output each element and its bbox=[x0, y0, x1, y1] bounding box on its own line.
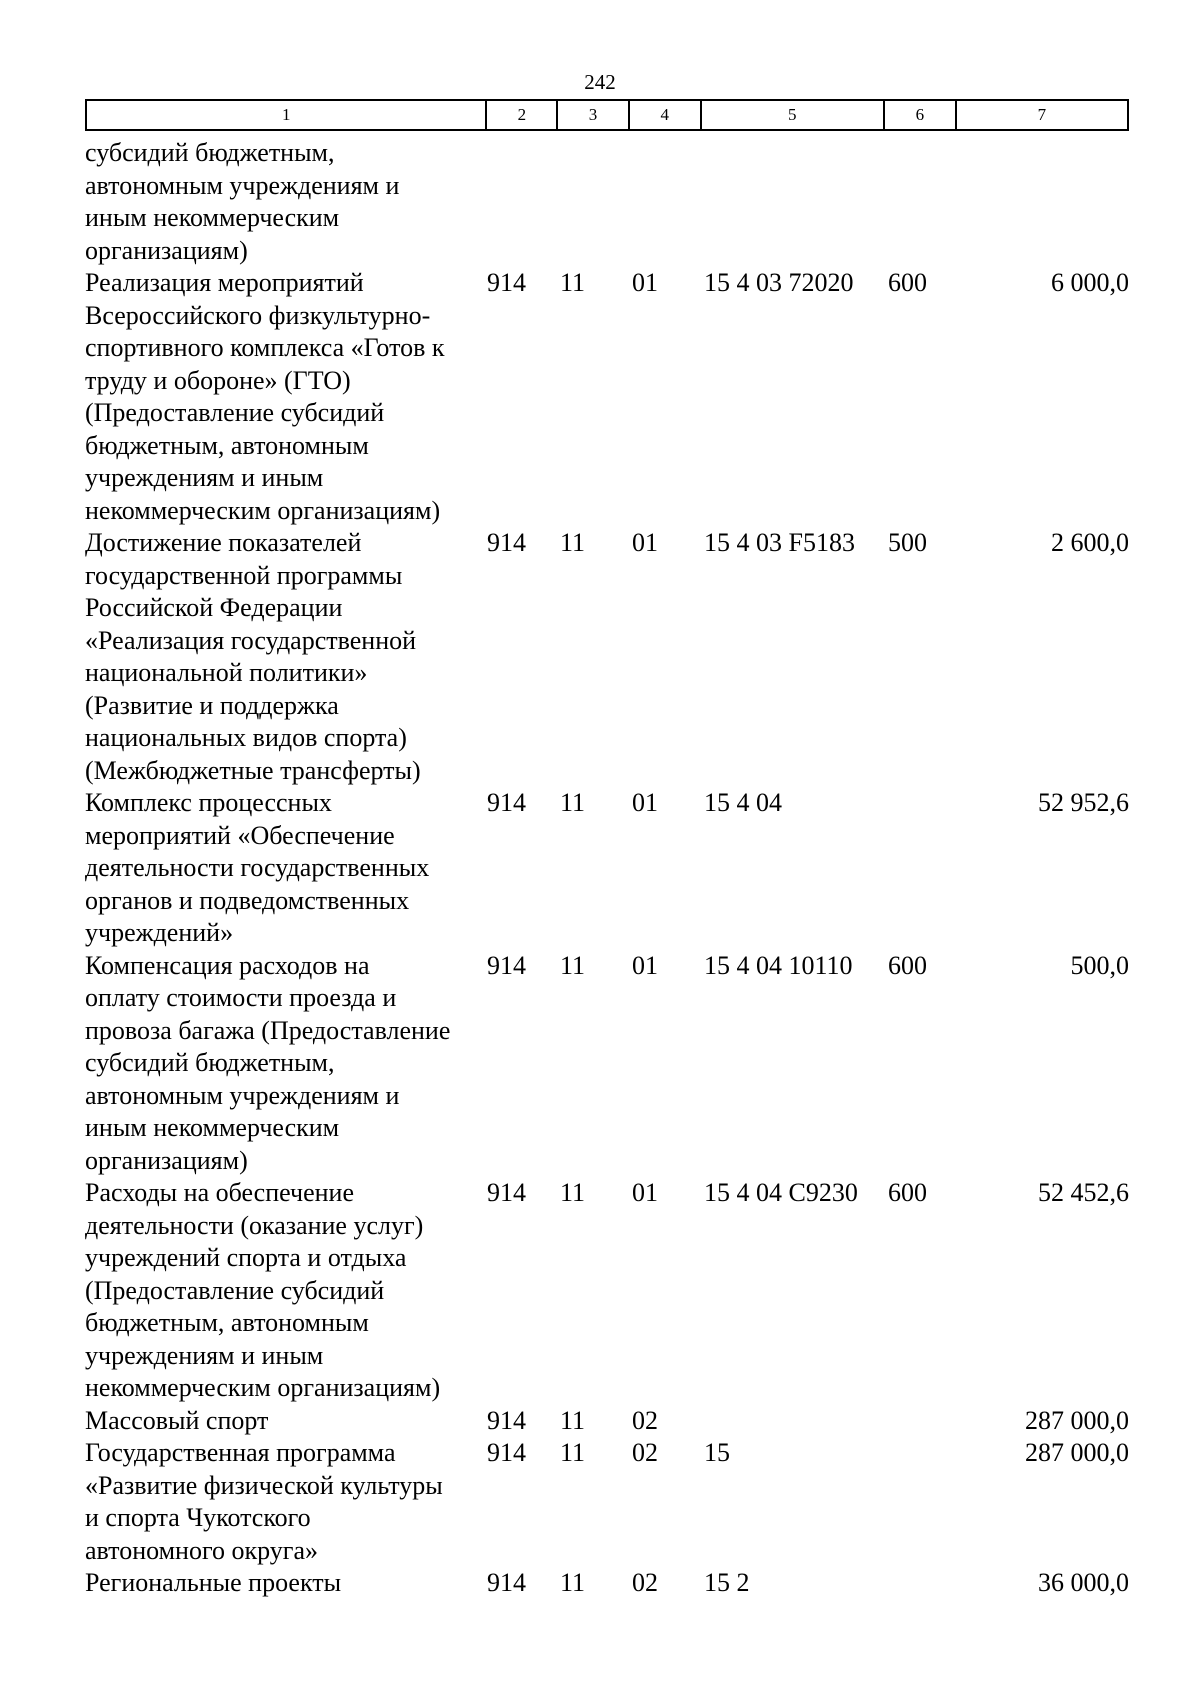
description-line: Достижение показателей bbox=[85, 528, 362, 557]
description-line: автономным учреждениям и bbox=[85, 1080, 400, 1110]
description-line: национальных видов спорта) bbox=[85, 723, 407, 752]
target-article-code: 15 bbox=[704, 1438, 730, 1467]
description-line: деятельности государственных bbox=[85, 853, 430, 882]
description-line: бюджетным, автономным bbox=[85, 430, 369, 460]
amount-value: 36 000,0 bbox=[1038, 1568, 1129, 1597]
description-line: Всероссийского физкультурно- bbox=[85, 300, 431, 330]
row-description bbox=[85, 267, 485, 527]
subsection-code: 01 bbox=[632, 1178, 658, 1207]
amount-value: 500,0 bbox=[1070, 950, 1129, 980]
row-description bbox=[85, 1567, 485, 1600]
expense-type-code: 500 bbox=[888, 528, 927, 557]
table-row bbox=[85, 950, 1129, 1178]
description-line: организациям) bbox=[85, 235, 248, 265]
chapter-code: 914 bbox=[487, 950, 526, 980]
table-row bbox=[85, 267, 1129, 527]
amount-value: 287 000,0 bbox=[1025, 1438, 1129, 1467]
chapter-code: 914 bbox=[487, 1438, 526, 1467]
description-line: некоммерческим организациям) bbox=[85, 495, 441, 525]
table-row bbox=[85, 1177, 1129, 1405]
description-line: деятельности (оказание услуг) bbox=[85, 1210, 424, 1240]
description-line: «Реализация государственной bbox=[85, 625, 417, 655]
section-code: 11 bbox=[560, 1178, 586, 1207]
table-row bbox=[85, 1437, 1129, 1567]
table-row bbox=[85, 527, 1129, 787]
description-line: (Межбюджетные трансферты) bbox=[85, 755, 421, 785]
description-line: (Развитие и поддержка bbox=[85, 690, 339, 720]
target-article-code: 15 4 04 bbox=[704, 788, 782, 817]
target-article-code: 15 2 bbox=[704, 1568, 750, 1597]
description-line: учреждений спорта и отдыха bbox=[85, 1243, 407, 1272]
description-line: автономного округа» bbox=[85, 1535, 318, 1565]
description-line: мероприятий «Обеспечение bbox=[85, 820, 395, 850]
section-code: 11 bbox=[560, 528, 586, 557]
page-number: 242 bbox=[584, 70, 616, 94]
table-header-cell: 4 bbox=[628, 101, 700, 129]
description-line: государственной программы bbox=[85, 560, 403, 590]
chapter-code: 914 bbox=[487, 268, 526, 297]
section-code: 11 bbox=[560, 950, 586, 980]
subsection-code: 01 bbox=[632, 950, 658, 980]
description-line: автономным учреждениям и bbox=[85, 170, 400, 200]
table-header-cell: 7 bbox=[955, 101, 1127, 129]
description-line: иным некоммерческим bbox=[85, 203, 340, 232]
description-line: субсидий бюджетным, bbox=[85, 138, 335, 167]
description-line: Региональные проекты bbox=[85, 1568, 342, 1597]
target-article-code: 15 4 04 10110 bbox=[704, 950, 853, 980]
row-description bbox=[85, 527, 485, 787]
subsection-code: 01 bbox=[632, 788, 658, 817]
description-line: учреждениям и иным bbox=[85, 1340, 324, 1370]
description-line: Комплекс процессных bbox=[85, 788, 332, 817]
description-line: учреждений» bbox=[85, 918, 234, 947]
section-code: 11 bbox=[560, 788, 586, 817]
description-line: Компенсация расходов на bbox=[85, 950, 370, 980]
description-line: учреждениям и иным bbox=[85, 463, 324, 492]
description-line: провоза багажа (Предоставление bbox=[85, 1015, 451, 1045]
expense-type-code: 600 bbox=[888, 950, 927, 980]
subsection-code: 01 bbox=[632, 528, 658, 557]
description-line: (Предоставление субсидий bbox=[85, 1275, 385, 1305]
amount-value: 52 952,6 bbox=[1038, 788, 1129, 817]
table-header-cell: 1 bbox=[281, 105, 291, 124]
row-description bbox=[85, 1437, 485, 1567]
section-code: 11 bbox=[560, 268, 586, 297]
amount-value: 6 000,0 bbox=[1051, 268, 1129, 297]
table-header-row bbox=[85, 99, 1129, 131]
description-line: бюджетным, автономным bbox=[85, 1308, 369, 1337]
table-row bbox=[85, 1567, 1129, 1600]
amount-value: 287 000,0 bbox=[1025, 1405, 1129, 1435]
chapter-code: 914 bbox=[487, 1568, 526, 1597]
expense-type-code: 600 bbox=[888, 268, 927, 297]
table-header-cell: 2 bbox=[485, 101, 556, 129]
table-header-cell: 5 bbox=[700, 101, 883, 129]
description-line: труду и обороне» (ГТО) bbox=[85, 365, 351, 395]
description-line: Российской Федерации bbox=[85, 593, 343, 622]
chapter-code: 914 bbox=[487, 528, 526, 557]
amount-value: 52 452,6 bbox=[1038, 1178, 1129, 1207]
section-code: 11 bbox=[560, 1438, 586, 1467]
expense-type-code: 600 bbox=[888, 1178, 927, 1207]
description-line: «Развитие физической культуры bbox=[85, 1470, 443, 1500]
description-line: (Предоставление субсидий bbox=[85, 398, 385, 427]
row-description bbox=[85, 1177, 485, 1405]
target-article-code: 15 4 03 72020 bbox=[704, 268, 854, 297]
description-line: спортивного комплекса «Готов к bbox=[85, 333, 445, 362]
section-code: 11 bbox=[560, 1405, 586, 1435]
subsection-code: 02 bbox=[632, 1568, 658, 1597]
table-header-cell: 3 bbox=[556, 101, 628, 129]
description-line: Массовый спорт bbox=[85, 1405, 269, 1435]
target-article-code: 15 4 03 F5183 bbox=[704, 528, 855, 557]
description-line: и спорта Чукотского bbox=[85, 1503, 311, 1532]
table-header-cell: 6 bbox=[883, 101, 955, 129]
chapter-code: 914 bbox=[487, 788, 526, 817]
subsection-code: 02 bbox=[632, 1438, 658, 1467]
description-line: субсидий бюджетным, bbox=[85, 1048, 335, 1077]
row-description bbox=[85, 1405, 485, 1438]
description-line: Реализация мероприятий bbox=[85, 268, 364, 297]
description-line: Расходы на обеспечение bbox=[85, 1178, 355, 1207]
target-article-code: 15 4 04 С9230 bbox=[704, 1178, 858, 1207]
row-description bbox=[85, 787, 485, 950]
row-description bbox=[85, 950, 485, 1178]
description-line: некоммерческим организациям) bbox=[85, 1373, 441, 1402]
description-line: организациям) bbox=[85, 1145, 248, 1175]
table-row bbox=[85, 137, 1129, 267]
row-description bbox=[85, 137, 485, 267]
section-code: 11 bbox=[560, 1568, 586, 1597]
chapter-code: 914 bbox=[487, 1178, 526, 1207]
subsection-code: 02 bbox=[632, 1405, 658, 1435]
table-body bbox=[85, 137, 1129, 1600]
table-row bbox=[85, 787, 1129, 950]
description-line: иным некоммерческим bbox=[85, 1113, 340, 1142]
subsection-code: 01 bbox=[632, 268, 658, 297]
description-line: оплату стоимости проезда и bbox=[85, 983, 397, 1012]
table-row bbox=[85, 1405, 1129, 1438]
amount-value: 2 600,0 bbox=[1051, 528, 1129, 557]
description-line: Государственная программа bbox=[85, 1438, 396, 1467]
description-line: органов и подведомственных bbox=[85, 885, 410, 915]
description-line: национальной политики» bbox=[85, 658, 368, 687]
chapter-code: 914 bbox=[487, 1405, 526, 1435]
